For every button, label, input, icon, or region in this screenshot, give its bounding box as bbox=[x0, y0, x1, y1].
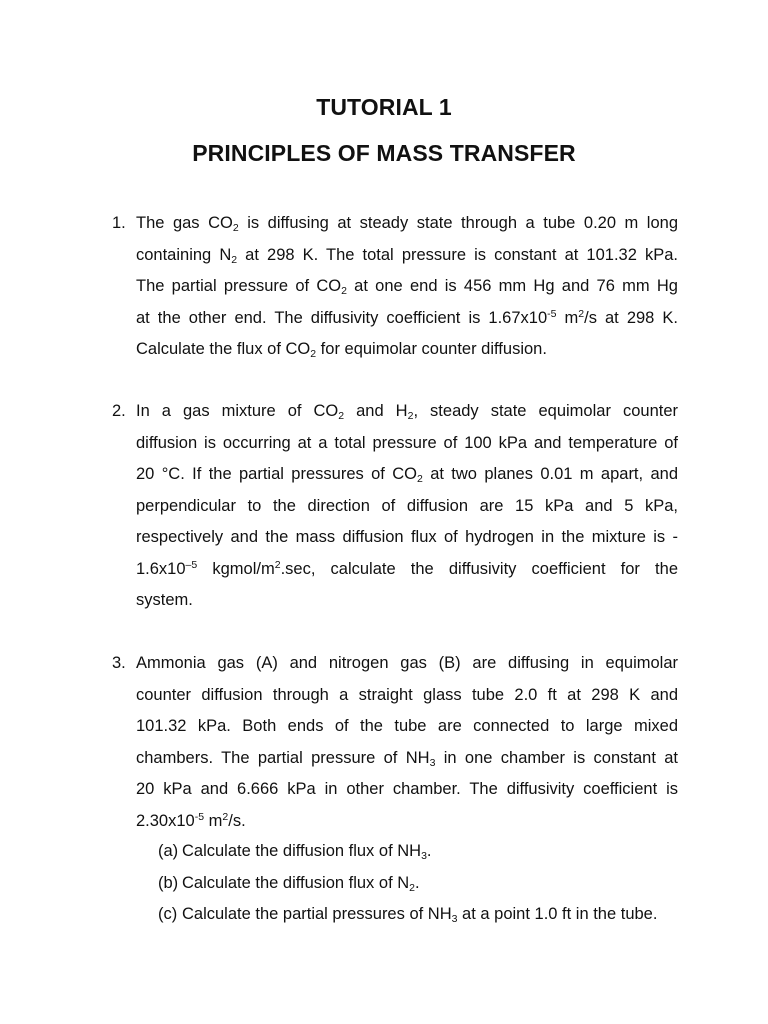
question-number: 1. bbox=[112, 214, 126, 232]
question-line: In a gas mixture of $CO_2$ and $H_2$, steady state equimolar counter bbox=[136, 402, 678, 422]
question-line: The gas $CO_2$ is diffusing at steady state through a tube 0.20 m long bbox=[136, 214, 678, 234]
question-line: Calculate the flux of $CO_2$ for equimolar counter diffusion. bbox=[136, 340, 547, 360]
question-line: respectively and the mass diffusion flux of hydrogen in the mixture is - bbox=[136, 528, 678, 546]
question-3 bbox=[112, 648, 678, 837]
question-line: diffusion is occurring at a total pressure of 100 kPa and temperature of bbox=[136, 433, 678, 452]
question-line: 101.32 kPa. Both ends of the tube are connected to large mixed bbox=[136, 717, 678, 735]
question-line: at the other end. The diffusivity coefficient is $1.67x10^{-5}$ $m^2/s$ at 298 K. bbox=[136, 307, 678, 327]
question-line: containing $N_2$ at 298 K. The total pressure is constant at 101.32 kPa. bbox=[136, 245, 678, 266]
question-1 bbox=[112, 208, 678, 366]
question-line: $2.30x10^{-5}$ $m^2/s$. bbox=[136, 810, 246, 830]
subpart-label: (b) bbox=[158, 873, 179, 892]
question-line: The partial pressure of $CO_2$ at one end is 456 mm Hg and 76 mm Hg bbox=[136, 277, 678, 297]
subpart-a: (a) Calculate the diffusion flux of $NH_3$. bbox=[158, 836, 698, 868]
question-line: perpendicular to the direction of diffusion are 15 kPa and 5 kPa, bbox=[136, 496, 678, 515]
tutorial-title: TUTORIAL 1 bbox=[316, 94, 452, 120]
question-line: 20 °C. If the partial pressures of $CO_2$ at two planes 0.01 m apart, and bbox=[136, 465, 678, 485]
subpart-label: (c) bbox=[158, 905, 178, 923]
question-line: chambers. The partial pressure of $NH_3$ in one chamber is constant at bbox=[136, 748, 679, 769]
subpart-c: (c) Calculate the partial pressures of $NH_3$ at a point 1.0 ft in the tube. bbox=[158, 899, 698, 931]
question-3-subparts bbox=[158, 836, 698, 931]
question-line: 20 kPa and 6.666 kPa in other chamber. The diffusivity coefficient is bbox=[136, 780, 678, 798]
question-line: counter diffusion through a straight glass tube 2.0 ft at 298 K and bbox=[136, 685, 678, 704]
question-number: 2. bbox=[112, 402, 126, 420]
tutorial-subtitle: PRINCIPLES OF MASS TRANSFER bbox=[192, 140, 576, 166]
question-2 bbox=[112, 396, 678, 617]
question-line: Ammonia gas (A) and nitrogen gas (B) are diffusing in equimolar bbox=[136, 654, 678, 672]
question-number: 3. bbox=[112, 654, 126, 672]
question-line: system. bbox=[136, 591, 193, 609]
subpart-label: (a) bbox=[158, 842, 179, 860]
subpart-b: (b) Calculate the diffusion flux of $N_2$. bbox=[158, 868, 698, 900]
question-line: $1.6x10^{-5}$ kgmol/$m^2.\sec$, calculate the diffusivity coefficient for the bbox=[136, 558, 678, 578]
